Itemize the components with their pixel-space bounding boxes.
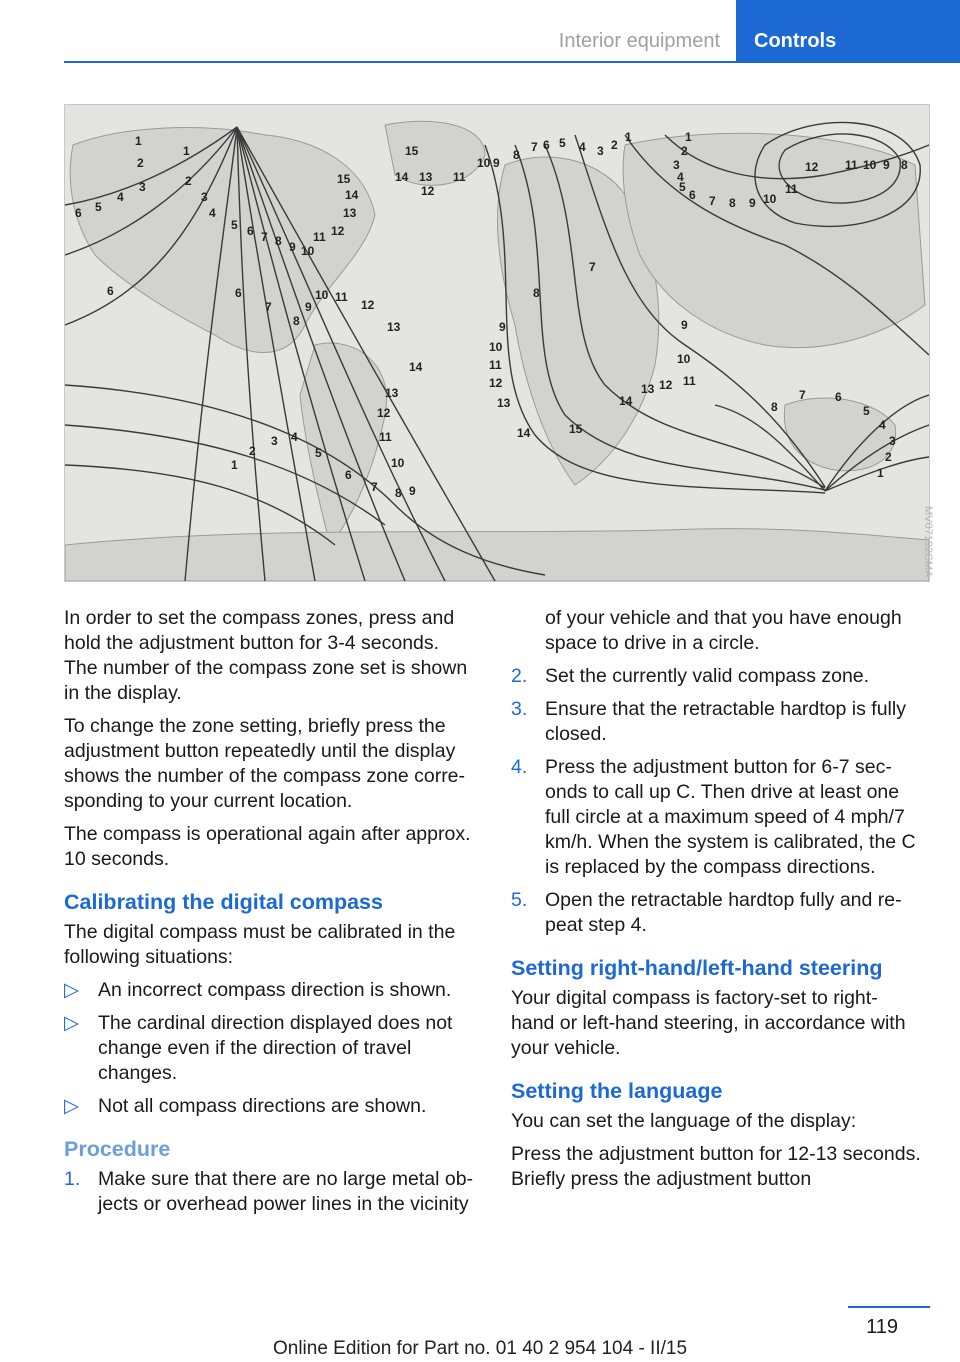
- svg-text:2: 2: [885, 450, 892, 464]
- svg-text:13: 13: [641, 382, 655, 396]
- svg-text:10: 10: [301, 244, 315, 258]
- svg-text:4: 4: [117, 190, 124, 204]
- svg-text:10: 10: [477, 156, 491, 170]
- svg-text:3: 3: [673, 158, 680, 172]
- svg-text:6: 6: [75, 206, 82, 220]
- svg-text:4: 4: [291, 430, 298, 444]
- triangle-bullet-icon: ▷: [64, 1095, 79, 1117]
- svg-text:13: 13: [419, 170, 433, 184]
- world-map-illustration: [65, 105, 929, 581]
- header-rule: [64, 61, 960, 63]
- heading-language: Setting the language: [511, 1079, 723, 1103]
- section-label: Interior equipment: [558, 30, 720, 52]
- svg-text:1: 1: [685, 130, 692, 144]
- svg-text:11: 11: [379, 430, 392, 444]
- svg-text:8: 8: [395, 486, 402, 500]
- svg-text:7: 7: [371, 480, 378, 494]
- svg-text:6: 6: [835, 390, 842, 404]
- svg-text:9: 9: [749, 196, 756, 210]
- svg-text:10: 10: [863, 158, 877, 172]
- svg-text:9: 9: [305, 300, 312, 314]
- svg-text:4: 4: [677, 170, 684, 184]
- bullet-item: ▷ The cardinal direction displayed does not change even if the direction of travel changes.: [64, 1012, 453, 1084]
- svg-text:11: 11: [453, 170, 466, 184]
- triangle-bullet-icon: ▷: [64, 1012, 79, 1034]
- svg-text:10: 10: [391, 456, 405, 470]
- svg-text:7: 7: [261, 230, 268, 244]
- svg-text:7: 7: [709, 194, 716, 208]
- svg-text:1: 1: [183, 144, 190, 158]
- svg-text:12: 12: [421, 184, 435, 198]
- svg-text:7: 7: [265, 300, 272, 314]
- svg-text:15: 15: [337, 172, 351, 186]
- svg-text:14: 14: [395, 170, 409, 184]
- paragraph: You can set the language of the display:: [511, 1110, 857, 1132]
- svg-text:1: 1: [135, 134, 142, 148]
- svg-text:14: 14: [409, 360, 423, 374]
- svg-text:8: 8: [901, 158, 908, 172]
- svg-text:1: 1: [625, 130, 632, 144]
- svg-text:10: 10: [677, 352, 691, 366]
- svg-text:6: 6: [235, 286, 242, 300]
- svg-text:12: 12: [377, 406, 391, 420]
- svg-text:3: 3: [139, 180, 146, 194]
- svg-text:5: 5: [315, 446, 322, 460]
- svg-text:2: 2: [249, 444, 256, 458]
- step-number: 1.: [64, 1168, 81, 1190]
- svg-text:7: 7: [589, 260, 596, 274]
- svg-text:8: 8: [513, 148, 520, 162]
- svg-text:11: 11: [335, 290, 348, 304]
- south-america-shape: [300, 343, 387, 545]
- svg-text:2: 2: [611, 138, 618, 152]
- step-number: 3.: [511, 698, 528, 720]
- svg-text:13: 13: [343, 206, 357, 220]
- svg-text:12: 12: [805, 160, 819, 174]
- svg-text:11: 11: [683, 374, 696, 388]
- svg-text:9: 9: [499, 320, 506, 334]
- svg-text:9: 9: [289, 240, 296, 254]
- left-column: [64, 606, 476, 1225]
- svg-text:9: 9: [883, 158, 890, 172]
- svg-text:4: 4: [879, 418, 886, 432]
- svg-text:13: 13: [385, 386, 399, 400]
- svg-text:11: 11: [489, 358, 502, 372]
- svg-text:5: 5: [863, 404, 870, 418]
- svg-text:9: 9: [681, 318, 688, 332]
- footer-edition: Online Edition for Part no. 01 40 2 954 104 - II/15: [272, 1338, 688, 1359]
- svg-text:7: 7: [799, 388, 806, 402]
- svg-text:3: 3: [597, 144, 604, 158]
- svg-text:12: 12: [331, 224, 345, 238]
- footer-rule: [848, 1306, 930, 1308]
- paragraph: To change the zone setting, briefly press the adjustment button repeatedly until the display shows the number of the compass zone corresponding to your current location.: [64, 715, 466, 812]
- step-number: 4.: [511, 756, 528, 778]
- svg-text:12: 12: [659, 378, 673, 392]
- svg-text:13: 13: [497, 396, 511, 410]
- paragraph: Press the adjustment button for 12-13 seconds. Briefly press the adjustment button: [511, 1143, 921, 1190]
- svg-text:5: 5: [231, 218, 238, 232]
- svg-text:6: 6: [345, 468, 352, 482]
- svg-text:10: 10: [763, 192, 777, 206]
- svg-text:9: 9: [409, 484, 416, 498]
- svg-text:8: 8: [533, 286, 540, 300]
- svg-text:8: 8: [771, 400, 778, 414]
- paragraph: Your digital compass is factory-set to right-hand or left-hand steering, in accordance with your vehicle.: [511, 987, 906, 1059]
- svg-text:8: 8: [275, 234, 282, 248]
- svg-text:6: 6: [107, 284, 114, 298]
- step-number: 5.: [511, 889, 528, 911]
- bullet-item: ▷ An incorrect compass direction is shown.: [64, 979, 452, 1001]
- step-item: 1. Make sure that there are no large metal objects or overhead power lines in the vicinity: [64, 1168, 474, 1215]
- page-number: 119: [866, 1316, 898, 1338]
- chapter-tab: Controls: [736, 0, 960, 62]
- paragraph: In order to set the compass zones, press and hold the adjustment button for 3-4 seconds. The number of the compass zone set is shown in the display.: [64, 607, 468, 704]
- step-item: 5. Open the retractable hardtop fully and repeat step 4.: [511, 889, 902, 936]
- svg-text:3: 3: [201, 190, 208, 204]
- svg-text:14: 14: [517, 426, 531, 440]
- step-number: 2.: [511, 665, 528, 687]
- step-item: 3. Ensure that the retractable hardtop is fully closed.: [511, 698, 906, 745]
- step-continuation: of your vehicle and that you have enough space to drive in a circle.: [545, 607, 902, 654]
- svg-text:6: 6: [543, 138, 550, 152]
- svg-text:12: 12: [361, 298, 375, 312]
- asia-shape: [623, 133, 925, 347]
- svg-text:10: 10: [489, 340, 503, 354]
- svg-text:9: 9: [493, 156, 500, 170]
- svg-text:8: 8: [729, 196, 736, 210]
- svg-text:8: 8: [293, 314, 300, 328]
- svg-text:15: 15: [405, 144, 419, 158]
- svg-text:7: 7: [531, 140, 538, 154]
- svg-text:13: 13: [387, 320, 401, 334]
- svg-text:2: 2: [137, 156, 144, 170]
- svg-text:14: 14: [619, 394, 633, 408]
- bullet-item: ▷ Not all compass directions are shown.: [64, 1095, 427, 1117]
- right-column: [511, 606, 921, 1200]
- heading-steering: Setting right-hand/left-hand steering: [511, 956, 883, 980]
- paragraph: The compass is operational again after approx. 10 seconds.: [64, 823, 471, 870]
- heading-procedure: Procedure: [64, 1137, 171, 1161]
- image-code: MV07192CMA: [922, 506, 934, 578]
- svg-text:4: 4: [209, 206, 216, 220]
- antarctica-shape: [65, 529, 929, 581]
- svg-text:3: 3: [889, 434, 896, 448]
- svg-text:1: 1: [877, 466, 884, 480]
- compass-zone-map: [64, 104, 930, 582]
- page-header: [0, 0, 960, 64]
- svg-text:2: 2: [681, 144, 688, 158]
- svg-text:14: 14: [345, 188, 359, 202]
- paragraph: The digital compass must be calibrated in the following situations:: [64, 921, 456, 968]
- svg-text:11: 11: [313, 230, 326, 244]
- svg-text:6: 6: [689, 188, 696, 202]
- svg-text:5: 5: [679, 180, 686, 194]
- step-item: 4. Press the adjustment button for 6-7 seconds to call up C. Then drive at least one full circle at a maximum speed of 4 mph/7 km/h. When the system is calibrated, the C is replaced by the compass directions.: [511, 756, 916, 878]
- svg-text:6: 6: [247, 224, 254, 238]
- svg-text:10: 10: [315, 288, 329, 302]
- svg-text:1: 1: [231, 458, 238, 472]
- svg-text:3: 3: [271, 434, 278, 448]
- svg-text:5: 5: [95, 200, 102, 214]
- triangle-bullet-icon: ▷: [64, 979, 79, 1001]
- svg-text:12: 12: [489, 376, 503, 390]
- svg-text:5: 5: [559, 136, 566, 150]
- svg-text:11: 11: [845, 158, 858, 172]
- australia-shape: [784, 398, 895, 471]
- svg-text:11: 11: [785, 182, 798, 196]
- svg-text:4: 4: [579, 140, 586, 154]
- svg-text:2: 2: [185, 174, 192, 188]
- svg-text:15: 15: [569, 422, 583, 436]
- step-item: 2. Set the currently valid compass zone.: [511, 665, 870, 687]
- heading-calibrating: Calibrating the digital compass: [64, 890, 383, 914]
